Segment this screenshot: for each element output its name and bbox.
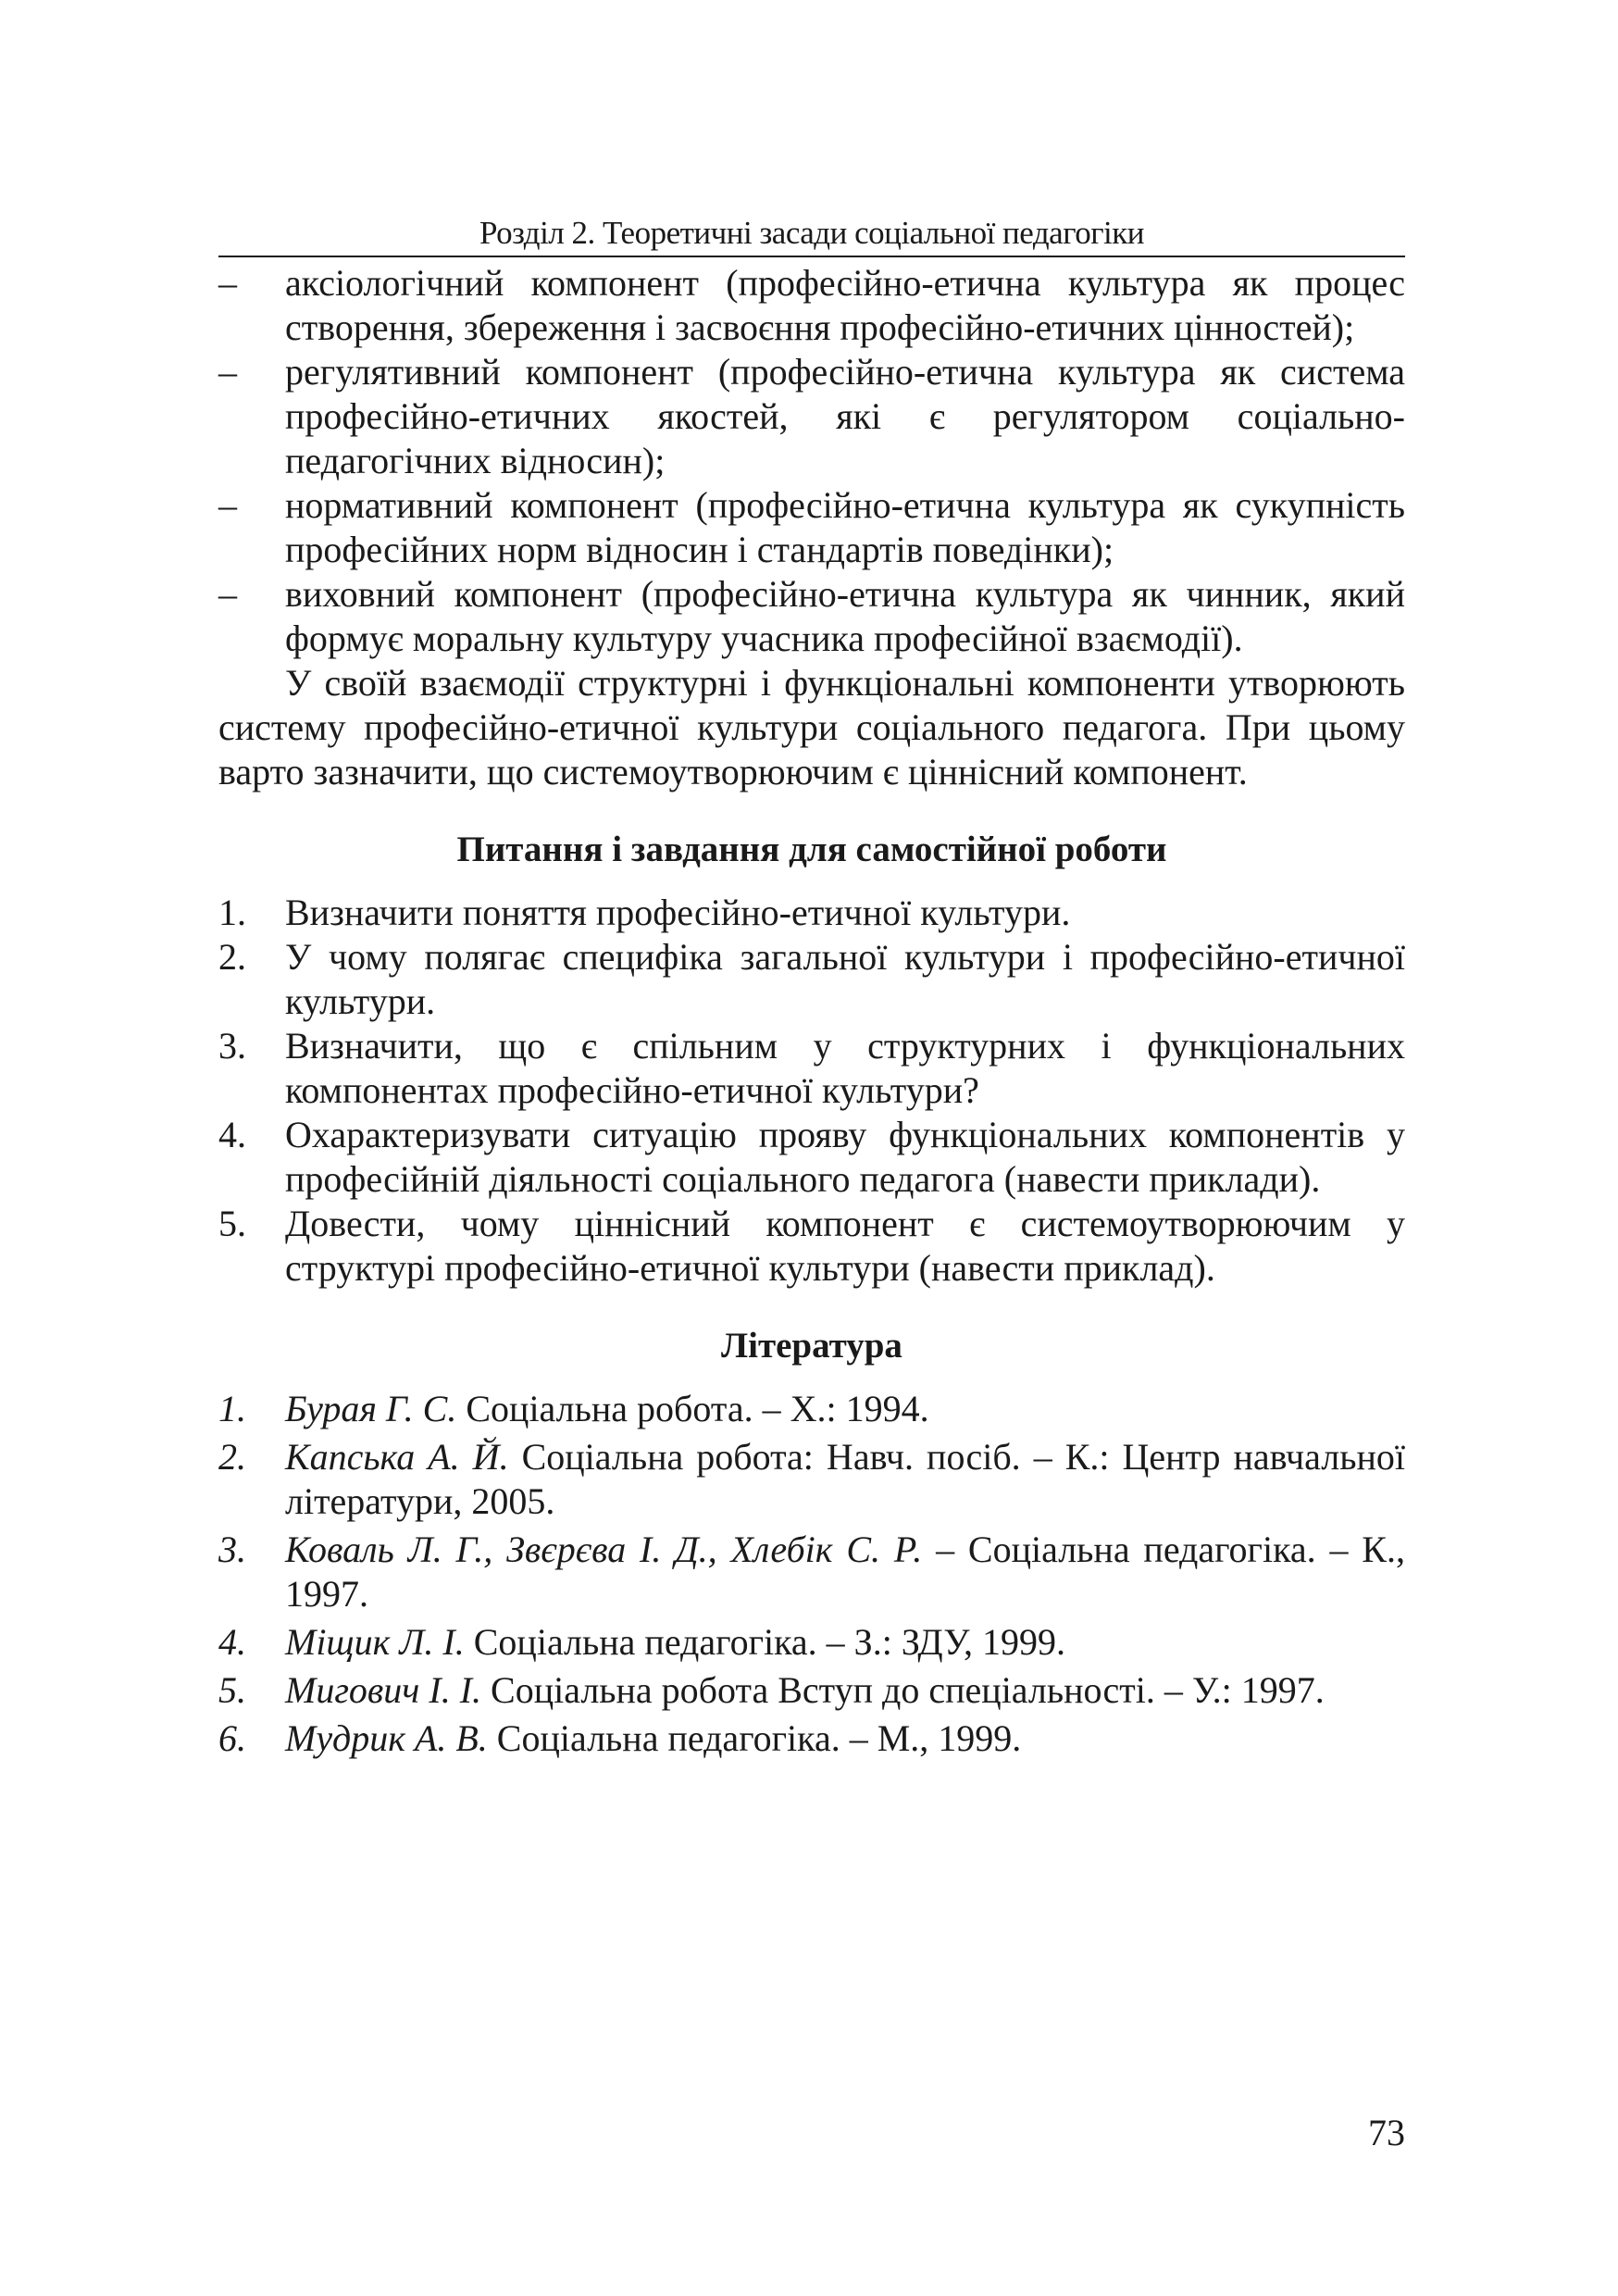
dash-marker: – bbox=[218, 484, 237, 526]
reference-text: – Соціальна педагогіка. – К., 1997. bbox=[285, 1529, 1405, 1615]
question-text: Визначити, що є спільним у структурних і функціональних компонентах професійно-етичної культури? bbox=[285, 1025, 1405, 1111]
page-number: 73 bbox=[1368, 2112, 1405, 2153]
reference-item bbox=[218, 1716, 1405, 1761]
list-item bbox=[218, 261, 1405, 350]
reference-number: 6. bbox=[218, 1717, 246, 1759]
list-item-text: аксіологічний компонент (професійно-етична культура як процес створення, збереження і засвоєння професійно-етичних цінностей); bbox=[285, 262, 1405, 348]
reference-author: Мигович І. І. bbox=[285, 1669, 482, 1711]
question-text: Довести, чому ціннісний компонент є системоутворюючим у структурі професійно-етичної культури (навести приклад). bbox=[285, 1203, 1405, 1289]
reference-text: Соціальна робота: Навч. посіб. – К.: Центр навчальної літератури, 2005. bbox=[285, 1436, 1405, 1522]
literature-heading: Література bbox=[721, 1326, 902, 1366]
dash-marker: – bbox=[218, 573, 237, 615]
question-text: Визначити поняття професійно-етичної культури. bbox=[285, 892, 1071, 933]
page-body bbox=[218, 213, 1405, 2153]
reference-author: Капська А. Й. bbox=[285, 1436, 509, 1478]
questions-heading: Питання і завдання для самостійної роботи bbox=[456, 830, 1167, 869]
reference-text: Соціальна робота. – Х.: 1994. bbox=[456, 1388, 929, 1429]
question-item bbox=[218, 891, 1405, 935]
questions-list bbox=[218, 891, 1405, 1291]
reference-author: Бурая Г. С. bbox=[285, 1388, 457, 1429]
reference-text: Соціальна робота Вступ до спеціальності. – У.: 1997. bbox=[481, 1669, 1325, 1711]
question-text: Охарактеризувати ситуацію прояву функціональних компонентів у професійній діяльності соціального педагога (навести приклади). bbox=[285, 1114, 1405, 1200]
dash-marker: – bbox=[218, 351, 237, 393]
question-item bbox=[218, 1202, 1405, 1291]
reference-text: Соціальна педагогіка. – М., 1999. bbox=[487, 1717, 1022, 1759]
reference-author: Коваль Л. Г., Звєрєва І. Д., Хлебік С. Р. bbox=[285, 1529, 923, 1570]
dash-marker: – bbox=[218, 262, 237, 304]
reference-author: Мудрик А. В. bbox=[285, 1717, 488, 1759]
question-number: 2. bbox=[218, 936, 246, 978]
reference-item bbox=[218, 1668, 1405, 1713]
reference-item bbox=[218, 1387, 1405, 1431]
reference-number: 4. bbox=[218, 1621, 246, 1663]
reference-author: Міщик Л. І. bbox=[285, 1621, 465, 1663]
reference-number: 2. bbox=[218, 1436, 246, 1478]
list-item bbox=[218, 350, 1405, 483]
list-item bbox=[218, 483, 1405, 572]
question-number: 1. bbox=[218, 892, 246, 933]
body-paragraph: У своїй взаємодії структурні і функціональні компоненти утворюють систему професійно-етичної культури соціального педагога. При цьому варто зазначити, що системоутворюючим є ціннісний компонент. bbox=[218, 662, 1405, 792]
question-number: 3. bbox=[218, 1025, 246, 1067]
list-item-text: регулятивний компонент (професійно-етична культура як система професійно-етичних якостей, які є регулятором соціально-педагогічних відносин); bbox=[285, 351, 1405, 481]
question-item bbox=[218, 1024, 1405, 1113]
question-number: 5. bbox=[218, 1203, 246, 1244]
question-item bbox=[218, 935, 1405, 1024]
running-header: Розділ 2. Теоретичні засади соціальної педагогіки bbox=[218, 213, 1405, 257]
list-item bbox=[218, 572, 1405, 661]
list-item-text: нормативний компонент (професійно-етична культура як сукупність професійних норм відносин і стандартів поведінки); bbox=[285, 484, 1405, 570]
reference-text: Соціальна педагогіка. – З.: ЗДУ, 1999. bbox=[464, 1621, 1065, 1663]
reference-item bbox=[218, 1620, 1405, 1665]
question-number: 4. bbox=[218, 1114, 246, 1155]
reference-number: 3. bbox=[218, 1529, 246, 1570]
components-list bbox=[218, 261, 1405, 661]
question-text: У чому полягає специфіка загальної культури і професійно-етичної культури. bbox=[285, 936, 1405, 1022]
literature-list bbox=[218, 1387, 1405, 1761]
reference-number: 1. bbox=[218, 1388, 246, 1429]
list-item-text: виховний компонент (професійно-етична культура як чинник, який формує моральну культуру учасника професійної взаємодії). bbox=[285, 573, 1405, 659]
question-item bbox=[218, 1113, 1405, 1202]
reference-item bbox=[218, 1528, 1405, 1616]
reference-number: 5. bbox=[218, 1669, 246, 1711]
reference-item bbox=[218, 1435, 1405, 1524]
